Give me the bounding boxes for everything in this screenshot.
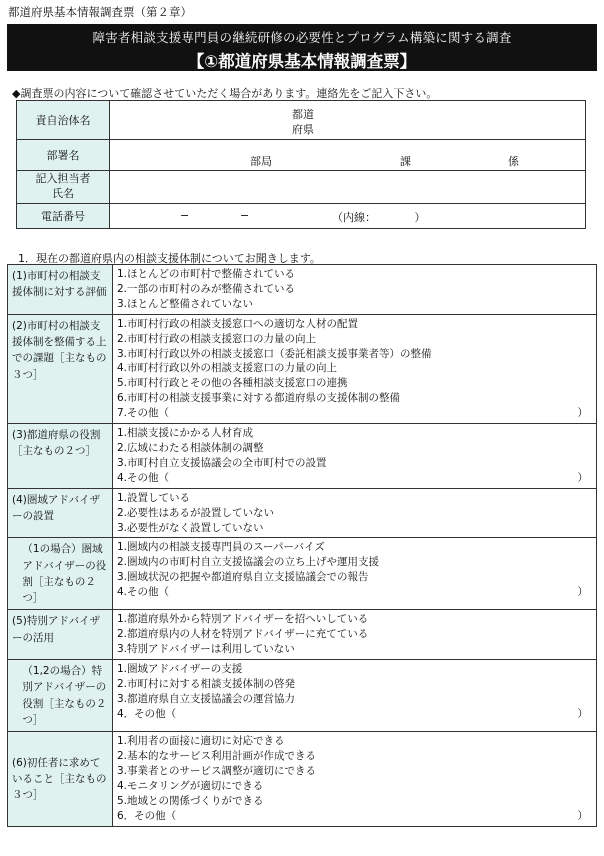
question-1-label: (1)市町村の相談支援体制に対する評価 [8, 265, 113, 315]
q5-option-1[interactable]: 1.都道府県外から特別アドバイザーを招へいしている [117, 613, 369, 626]
question-4-indent [8, 538, 19, 610]
q4-option-2[interactable]: 2.必要性はあるが設置していない [117, 506, 275, 519]
question-5-indent [8, 660, 19, 732]
q2-option-7-text: 7.その他（ [117, 407, 170, 420]
phone-field[interactable] [110, 203, 586, 228]
question-5-sub-label: （1,2の場合）特別アドバイザーの役割［主なもの２つ］ [18, 660, 112, 732]
org-field[interactable] [110, 101, 586, 140]
q1-option-1[interactable]: 1.ほとんどの市町村で整備されている [117, 268, 296, 280]
question-1-options [113, 265, 597, 315]
title-banner [7, 24, 597, 71]
question-3-options [113, 424, 597, 489]
question-4-sub-options [113, 538, 597, 610]
q4-option-1[interactable]: 1.設置している [117, 491, 191, 504]
dept-kakari: 係 [508, 154, 519, 168]
q2-option-2[interactable]: 2.市町村行政の相談支援窓口の力量の向上 [117, 332, 317, 345]
question-6-label: (6)初任者に求めていること［主なもの３つ］ [8, 732, 113, 826]
q5s-option-4[interactable] [117, 707, 592, 722]
q3-option-4[interactable] [117, 471, 592, 486]
dept-kyoku: 部局 [250, 154, 272, 168]
q5-option-3[interactable]: 3.特別アドバイザーは利用していない [117, 643, 295, 656]
q5s-option-3[interactable]: 3.都道府県自立支援協議会の運営協力 [117, 693, 296, 705]
q3-option-4-close: ） [577, 471, 588, 484]
q6-option-3[interactable]: 3.事業者とのサービス調整が適切にできる [117, 765, 317, 778]
section-1-title: 1．現在の都道府県内の相談支援体制についてお聞きします。 [18, 252, 321, 265]
contact-note: ◆調査票の内容について確認させていただく場合があります。連絡先をご記入下さい。 [12, 87, 438, 100]
dept-label: 部署名 [17, 140, 110, 171]
org-label: 責自治体名 [17, 101, 110, 140]
q4s-option-1[interactable]: 1.圏域内の相談支援専門員のスーパーバイズ [117, 541, 325, 554]
q4s-option-4-text: 4.その他（ [117, 586, 170, 599]
q5s-option-1[interactable]: 1.圏域アドバイザーの支援 [117, 663, 243, 676]
q1-option-3[interactable]: 3.ほとんど整備されていない [117, 297, 254, 310]
q3-option-2[interactable]: 2.広域にわたる相談体制の調整 [117, 441, 264, 454]
q4s-option-4-close: ） [577, 586, 588, 599]
q3-option-4-text: 4.その他（ [117, 471, 170, 484]
q2-option-5[interactable]: 5.市町村行政とその他の各種相談支援窓口の連携 [117, 377, 348, 390]
question-2-options [113, 314, 597, 423]
form-title: 【①都道府県基本情報調査票】 [187, 52, 417, 71]
q6-option-1[interactable]: 1.利用者の面接に適切に対応できる [117, 735, 285, 748]
person-field[interactable] [110, 171, 586, 204]
person-label-line2: 氏名 [52, 186, 74, 200]
q2-option-1[interactable]: 1.市町村行政の相談支援窓口への適切な人材の配置 [117, 317, 359, 330]
q1-option-2[interactable]: 2.一部の市町村のみが整備されている [117, 282, 296, 295]
org-suffix-1: 都道 [292, 107, 314, 121]
question-5-sub-options [113, 660, 597, 732]
q2-option-3[interactable]: 3.市町村行政以外の相談支援窓口（委託相談支援事業者等）の整備 [117, 347, 432, 360]
q2-option-4[interactable]: 4.市町村行政以外の相談支援窓口の力量の向上 [117, 362, 338, 375]
q3-option-1[interactable]: 1.相談支援にかかる人材育成 [117, 427, 254, 440]
question-4-label: (4)圏域アドバイザーの設置 [8, 488, 113, 538]
question-6-options [113, 732, 597, 826]
q4-option-3[interactable]: 3.必要性がなく設置していない [117, 521, 264, 534]
q6-option-2[interactable]: 2.基本的なサービス利用計画が作成できる [117, 750, 317, 763]
person-label [17, 171, 110, 204]
q2-option-7-close: ） [577, 407, 588, 420]
contact-table [16, 100, 586, 229]
question-3-label: (3)都道府県の役割［主なもの２つ］ [8, 424, 113, 489]
q6-option-6-close: ） [577, 809, 588, 822]
q4s-option-2[interactable]: 2.圏域内の市町村自立支援協議会の立ち上げや運用支援 [117, 556, 380, 569]
phone-dash-2: − [240, 209, 250, 223]
q2-option-6[interactable]: 6.市町村の相談支援事業に対する都道府県の支援体制の整備 [117, 392, 401, 405]
phone-dash-1: − [180, 209, 190, 223]
dept-ka: 課 [400, 154, 411, 168]
phone-extension: （内線： ） [332, 211, 426, 225]
q2-option-7[interactable] [117, 406, 592, 421]
dept-field[interactable] [110, 140, 586, 171]
q4s-option-3[interactable]: 3.圏域状況の把握や都道府県自立支援協議会での報告 [117, 571, 369, 584]
person-label-line1: 記入担当者 [35, 172, 91, 185]
q5s-option-4-close: ） [577, 707, 588, 720]
phone-label: 電話番号 [17, 203, 110, 228]
q6-option-4[interactable]: 4.モニタリングが適切にできる [117, 779, 264, 792]
question-4-sub-label: （1の場合）圏域アドバイザーの役割［主なもの２つ］ [18, 538, 112, 610]
q6-option-6[interactable] [117, 809, 592, 824]
q6-option-5[interactable]: 5.地域との関係づくりができる [117, 794, 264, 807]
q4s-option-4[interactable] [117, 585, 592, 600]
survey-title: 障害者相談支援専門員の継続研修の必要性とプログラム構築に関する調査 [92, 30, 512, 45]
survey-table [7, 264, 597, 827]
question-4-options [113, 488, 597, 538]
q5-option-2[interactable]: 2.都道府県内の人材を特別アドバイザーに充てている [117, 628, 369, 641]
q3-option-3[interactable]: 3.市町村自立支援協議会の全市町村での設置 [117, 456, 327, 469]
question-5-label: (5)特別アドバイザーの活用 [8, 610, 113, 660]
document-label: 都道府県基本情報調査票（第２章） [8, 5, 192, 19]
q6-option-6-text: 6．その他（ [117, 809, 177, 822]
question-5-options [113, 610, 597, 660]
q5s-option-4-text: 4．その他（ [117, 707, 177, 720]
q5s-option-2[interactable]: 2.市町村に対する相談支援体制の啓発 [117, 678, 296, 691]
org-suffix-2: 府県 [292, 122, 314, 136]
question-2-label: (2)市町村の相談支援体制を整備する上での課題［主なもの３つ］ [8, 314, 113, 423]
